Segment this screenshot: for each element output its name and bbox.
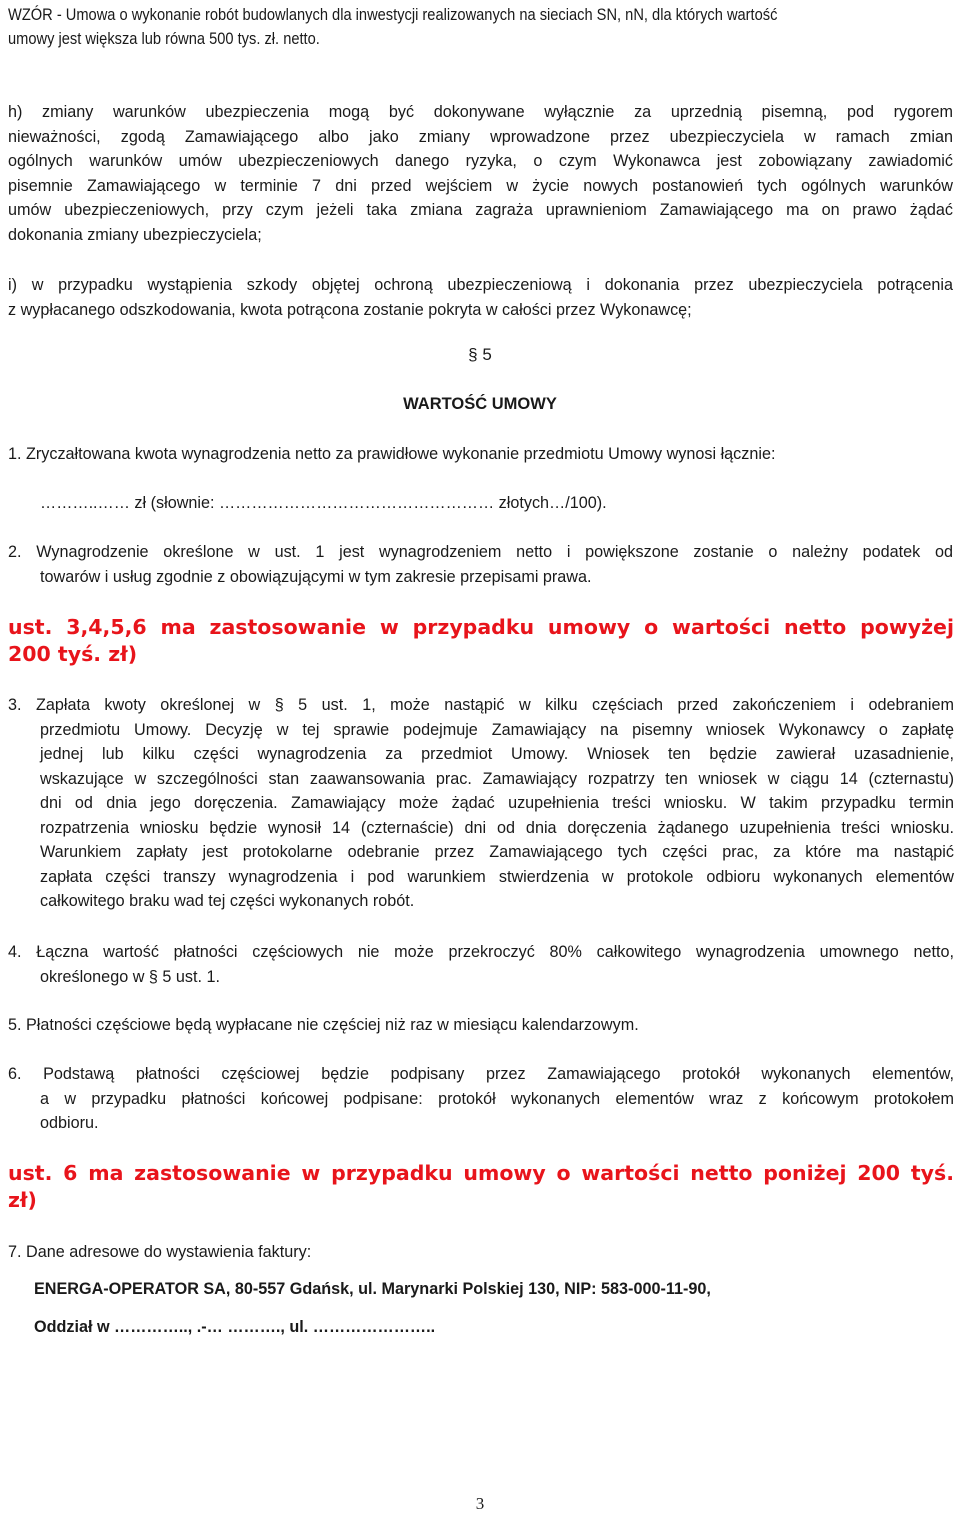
red-note-1-line: 200 tyś. zł) — [8, 642, 138, 666]
item-h-line: ogólnych warunków umów ubezpieczeniowych danego ryzyka, o czym Wykonawca jest zobowiązany zawiadomić — [8, 152, 953, 170]
point-2-line: 2. Wynagrodzenie określone w ust. 1 jest wynagrodzeniem netto i powiększone zostanie o należny podatek od — [8, 543, 953, 561]
point-3-line: dni od dnia jego doręczenia. Zamawiający może żądać uzupełnienia treści wniosku. W takim przypadku termin — [40, 794, 954, 812]
header-line-2: umowy jest większa lub równa 500 tys. zł. netto. — [8, 30, 320, 48]
point-3-line: wskazujące w szczególności stan zaawansowania prac. Zamawiający rozpatrzy ten wniosek w ciągu 14 (czternastu) — [40, 769, 954, 788]
point-6-line: odbioru. — [40, 1114, 99, 1132]
point-3-line: Warunkiem zapłaty jest protokolarne odebranie przez Zamawiającego tych części prac, za które ma nastąpić — [40, 843, 954, 861]
point-4-line: 4. Łączna wartość płatności częściowych nie może przekroczyć 80% całkowitego wynagrodzenia umownego netto, — [8, 943, 954, 961]
point-4-paragraph — [8, 940, 954, 989]
item-h-line: pisemnie Zamawiającego w terminie 7 dni przed wejściem w życie nowych postanowień tych ogólnych warunków — [8, 176, 953, 195]
point-1-amount-line: ………..…… zł (słownie: …………………………………………… złotych…/100). — [40, 494, 607, 512]
point-3-paragraph — [8, 693, 954, 914]
item-i-paragraph — [8, 273, 953, 322]
red-note-1-line: ust. 3,4,5,6 ma zastosowanie w przypadku umowy o wartości netto powyżej — [8, 615, 954, 639]
invoice-company-line: ENERGA-OPERATOR SA, 80-557 Gdańsk, ul. Marynarki Polskiej 130, NIP: 583-000-11-90, — [34, 1280, 711, 1298]
point-3-line: rozpatrzenia wniosku będzie wynosił 14 (czternaście) dni od dnia doręczenia żądanego uzupełnienia treści wniosku. — [40, 818, 954, 837]
point-3-line: całkowitego braku wad tej części wykonanych robót. — [40, 892, 415, 910]
point-4-line: określonego w § 5 ust. 1. — [40, 967, 220, 986]
point-7-text: 7. Dane adresowe do wystawienia faktury: — [8, 1243, 312, 1261]
section-number: § 5 — [468, 345, 492, 364]
point-3-line: zapłata części transzy wynagrodzenia i pod warunkiem stwierdzenia w protokole odbioru wykonanych elementów — [40, 867, 954, 886]
item-h-line: umów ubezpieczeniowych, przy czym jeżeli taka zmiana zagraża uprawnieniom Zamawiającego ma on prawo żądać — [8, 201, 953, 219]
red-note-2-line: ust. 6 ma zastosowanie w przypadku umowy o wartości netto poniżej 200 tyś. — [8, 1161, 954, 1185]
item-h-paragraph — [8, 100, 953, 247]
point-2-line: towarów i usług zgodnie z obowiązującymi w tym zakresie przepisami prawa. — [40, 567, 592, 586]
header-line-1: WZÓR - Umowa o wykonanie robót budowlanych dla inwestycji realizowanych na sieciach SN, nN, dla których wartość — [8, 6, 778, 24]
point-3-line: przedmiotu Umowy. Decyzję w tej sprawie podejmuje Zamawiający na pisemny wniosek Wykonawcy o zapłatę — [40, 720, 954, 739]
red-note-1 — [8, 614, 954, 668]
point-6-paragraph — [8, 1062, 954, 1136]
item-i-line: z wypłacanego odszkodowania, kwota potrącona zostanie pokryta w całości przez Wykonawcę; — [8, 300, 692, 319]
point-6-line: 6. Podstawą płatności częściowej będzie podpisany przez Zamawiającego protokół wykonanych elementów, — [8, 1065, 954, 1083]
point-5-text: 5. Płatności częściowe będą wypłacane nie częściej niż raz w miesiącu kalendarzowym. — [8, 1016, 639, 1034]
point-1-text: 1. Zryczałtowana kwota wynagrodzenia netto za prawidłowe wykonanie przedmiotu Umowy wynosi łącznie: — [8, 445, 776, 463]
red-note-2-line: zł) — [8, 1188, 37, 1212]
invoice-branch-line: Oddział w ………….., .-… ………., ul. ………………….. — [34, 1318, 436, 1336]
page-number: 3 — [475, 1494, 485, 1513]
point-6-line: a w przypadku płatności końcowej podpisane: protokół wykonanych elementów wraz z końcowym protokołem — [40, 1089, 954, 1108]
red-note-2 — [8, 1160, 954, 1214]
item-h-line: h) zmiany warunków ubezpieczenia mogą być dokonywane wyłącznie za uprzednią pisemną, pod rygorem — [8, 103, 953, 121]
section-title: WARTOŚĆ UMOWY — [403, 395, 557, 413]
point-2-paragraph — [8, 540, 953, 589]
item-h-line: dokonania zmiany ubezpieczyciela; — [8, 225, 262, 244]
item-i-line: i) w przypadku wystąpienia szkody objętej ochroną ubezpieczeniową i dokonania przez ubezpieczyciela potrącenia — [8, 276, 953, 294]
point-3-line: 3. Zapłata kwoty określonej w § 5 ust. 1, może nastąpić w kilku częściach przed zakończeniem i odebraniem — [8, 696, 954, 714]
point-3-line: jednej lub kilku części wynagrodzenia za przedmiot Umowy. Wniosek ten będzie zawierał uzasadnienie, — [40, 745, 954, 763]
item-h-line: nieważności, zgodą Zamawiającego albo jako zmiany wprowadzone przez ubezpieczyciela w ramach zmian — [8, 127, 953, 146]
